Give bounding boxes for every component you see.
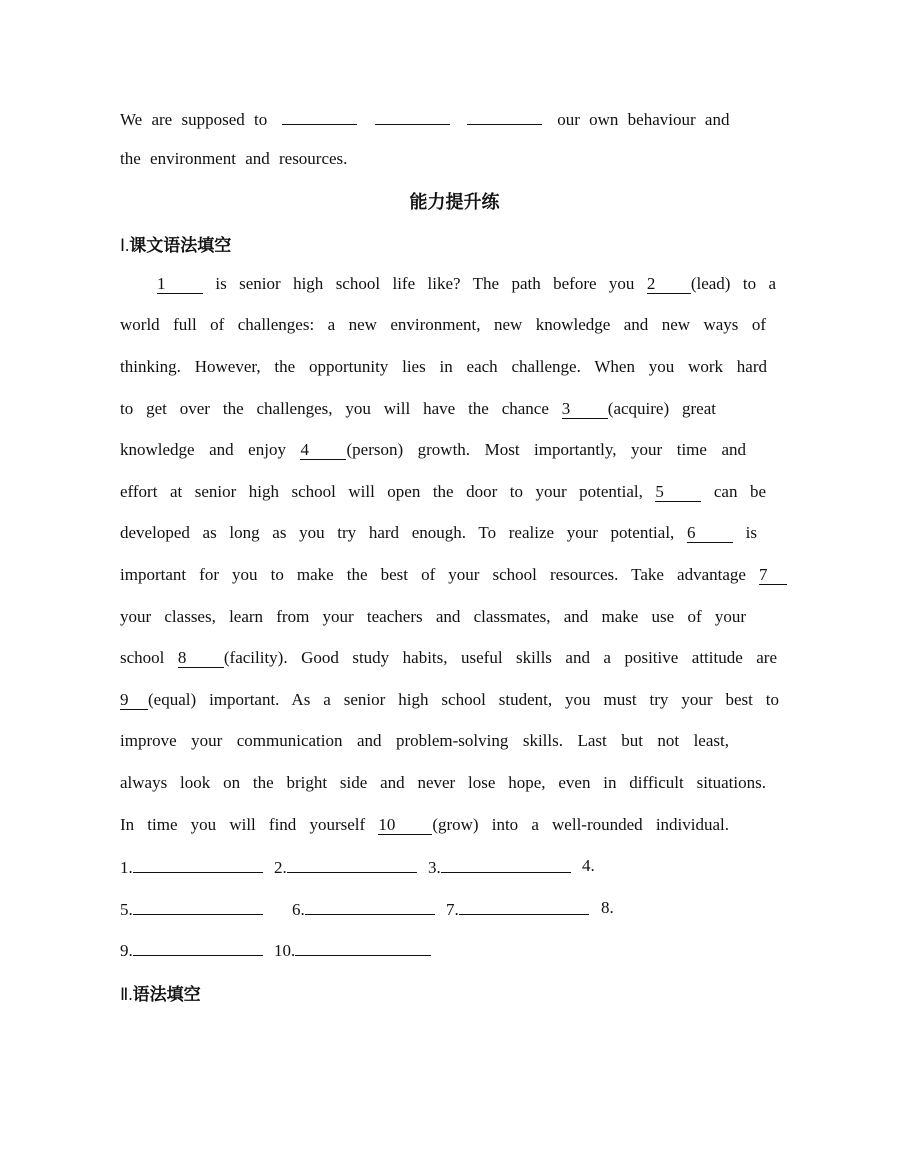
blank-2[interactable]: 2 <box>647 275 691 294</box>
answer-label: 9. <box>120 941 133 960</box>
answer-line[interactable] <box>287 856 417 873</box>
answer-label: 3. <box>428 858 441 877</box>
answer-line[interactable] <box>459 898 589 915</box>
section-2-heading <box>120 980 201 1005</box>
passage-text: (acquire) great <box>607 399 716 418</box>
answer-label: 6. <box>292 900 305 919</box>
passage-line-2: world full of challenges: a new environment, new knowledge and new ways of <box>120 315 766 334</box>
answer-line[interactable] <box>441 856 571 873</box>
passage-line-8 <box>120 564 787 586</box>
passage-text: (facility). Good study habits, useful skills and a positive attitude are <box>223 648 777 667</box>
page-title: 能力提升练 <box>409 192 500 213</box>
passage-text: (equal) important. As a senior high school student, you must try your best to <box>148 690 779 709</box>
passage-text: (person) growth. Most importantly, your time and <box>346 440 747 459</box>
section-2-label: 语法填空 <box>132 985 201 1005</box>
passage-text: effort at senior high school will open the door to your potential, <box>120 482 643 501</box>
passage-line-13: always look on the bright side and never lose hope, even in difficult situations. <box>120 773 766 792</box>
blank-8[interactable]: 8 <box>178 649 224 668</box>
passage-line-6 <box>120 481 766 503</box>
blank-7[interactable]: 7 <box>759 566 787 585</box>
passage-line-1 <box>157 273 776 295</box>
passage-text: to get over the challenges, you will have the chance <box>120 399 549 418</box>
answer-3[interactable] <box>428 856 571 878</box>
answer-1[interactable] <box>120 856 263 878</box>
passage-line-4 <box>120 398 716 420</box>
passage-text: (grow) into a well-rounded individual. <box>432 815 730 834</box>
passage-text: school <box>120 648 165 667</box>
intro-blank-3[interactable] <box>467 106 542 125</box>
passage-line-3: thinking. However, the opportunity lies in each challenge. When you work hard <box>120 357 767 376</box>
answer-7[interactable] <box>446 898 589 920</box>
blank-9[interactable]: 9 <box>120 691 148 710</box>
answer-5[interactable] <box>120 898 263 920</box>
passage-line-10 <box>120 647 777 669</box>
passage-text: knowledge and enjoy <box>120 440 286 459</box>
passage-text: developed as long as you try hard enough. To realize your potential, <box>120 523 675 542</box>
answer-label: 4. <box>582 856 595 875</box>
intro-line-2: the environment and resources. <box>120 149 348 168</box>
answer-line[interactable] <box>295 939 431 956</box>
answer-line[interactable] <box>133 898 263 915</box>
blank-4[interactable]: 4 <box>300 441 346 460</box>
answer-10[interactable] <box>274 939 431 961</box>
answer-line[interactable] <box>305 898 435 915</box>
section-2-number: Ⅱ. <box>120 985 133 1004</box>
intro-text-end: our own behaviour and <box>557 110 730 129</box>
answer-label: 10. <box>274 941 296 960</box>
blank-10[interactable]: 10 <box>378 816 432 835</box>
intro-text: We are supposed to <box>120 110 268 129</box>
section-1-heading <box>120 231 231 256</box>
passage-text: important for you to make the best of your school resources. Take advantage <box>120 565 746 584</box>
answer-2[interactable] <box>274 856 417 878</box>
answer-4[interactable] <box>582 856 595 876</box>
passage-line-14 <box>120 814 729 836</box>
passage-line-9: your classes, learn from your teachers and classmates, and make use of your <box>120 607 746 626</box>
intro-blank-1[interactable] <box>282 106 357 125</box>
answer-9[interactable] <box>120 939 263 961</box>
answer-line[interactable] <box>133 856 263 873</box>
answer-label: 2. <box>274 858 287 877</box>
answer-line[interactable] <box>133 939 263 956</box>
intro-line-1 <box>120 106 800 131</box>
answer-label: 7. <box>446 900 459 919</box>
blank-6[interactable]: 6 <box>687 524 733 543</box>
blank-1[interactable]: 1 <box>157 275 203 294</box>
blank-5[interactable]: 5 <box>655 483 701 502</box>
section-1-label: 课文语法填空 <box>129 236 232 256</box>
answer-8[interactable] <box>601 898 614 918</box>
intro-blank-2[interactable] <box>375 106 450 125</box>
answer-label: 8. <box>601 898 614 917</box>
passage-text: is <box>745 523 758 542</box>
passage-line-7 <box>120 522 757 544</box>
answer-6[interactable] <box>292 898 435 920</box>
passage-text: is senior high school life like? The path before you <box>215 274 635 293</box>
blank-3[interactable]: 3 <box>562 400 608 419</box>
passage-text: (lead) to a <box>690 274 777 293</box>
passage-text: In time you will find yourself <box>120 815 366 834</box>
answer-label: 1. <box>120 858 133 877</box>
passage-line-12: improve your communication and problem-solving skills. Last but not least, <box>120 731 729 750</box>
passage-text: can be <box>713 482 767 501</box>
passage-line-11 <box>120 689 779 711</box>
answer-label: 5. <box>120 900 133 919</box>
passage-line-5 <box>120 439 746 461</box>
section-1-number: Ⅰ. <box>120 236 130 255</box>
